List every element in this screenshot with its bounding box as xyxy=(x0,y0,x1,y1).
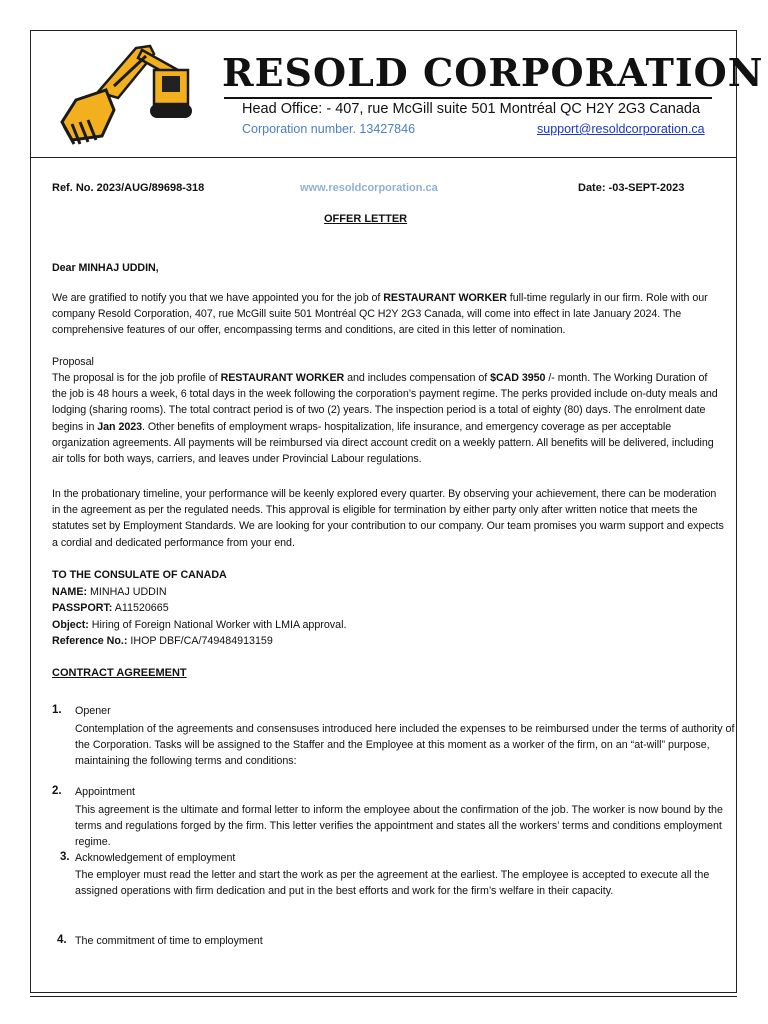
consulate-name-row: NAME: MINHAJ UDDIN xyxy=(52,585,167,598)
excavator-icon xyxy=(58,40,193,150)
intro-paragraph: We are gratified to notify you that we have appointed you for the job of RESTAURANT WORKER full-time regularly in our firm. Role with our company Resold Corporation, 407, rue McGill suite 501 Montréal QC H2Y 2G3 Canada, will come into effect in late January 2024. The comprehensive features of our offer, encompassing terms and conditions, are cited in this letter of nomination. xyxy=(52,292,708,337)
support-email-link[interactable]: support@resoldcorporation.ca xyxy=(537,122,705,136)
consulate-passport-row: PASSPORT: A11520665 xyxy=(52,602,169,614)
contract-item-number: 3. xyxy=(60,851,70,863)
contract-item-number: 1. xyxy=(52,704,62,716)
contract-item-number: 2. xyxy=(52,785,62,797)
company-name-underline xyxy=(224,97,712,99)
corporation-number: Corporation number. 13427846 xyxy=(242,122,416,136)
contract-item-number: 4. xyxy=(57,934,67,946)
probation-paragraph: In the probationary timeline, your performance will be keenly explored every quarter. By observing your achievement, there can be moderation in the agreement as per the regulated needs. This approval is eligible for termination by either party only after written notice that meets the statutes set by Employment Standards. We are looking for your contribution to our company. Our team promises you warm support and expects a cordial and dedicated performance from your end. xyxy=(52,488,724,549)
consulate-object-row: Object: Hiring of Foreign National Worker with LMIA approval. xyxy=(52,618,347,631)
contract-item-title: Opener xyxy=(75,705,111,717)
contract-item-body: The employer must read the letter and start the work as per the agreement at the earliest. The employee is accepted to execute all the assigned operations with firm dedication and put in the best efforts and work for the firm’s welfare in their capacity. xyxy=(75,869,710,898)
proposal-paragraph: The proposal is for the job profile of RESTAURANT WORKER and includes compensation of $CAD 3950 /- month. The Working Duration of the job is 48 hours a week, 6 total days in the week following the corporation’s payment regime. The perks provided include on-duty meals and lodging (sharing rooms). The total contract period is of two (2) years. The inspection period is a total of eighty (80) days. The enrolment date begins in Jan 2023. Other benefits of employment wraps- hospitalization, life insurance, and emergency coverage as per acceptable organization agreements. All payments will be reimbursed via direct account credit on a weekly pattern. All benefits will be delivered, including air tolls for both ways, carriers, and leaves under Provincial Labour regulations. xyxy=(52,372,718,466)
letter-date: Date: -03-SEPT-2023 xyxy=(578,182,685,194)
website-link[interactable]: www.resoldcorporation.ca xyxy=(300,182,438,194)
contract-item-body: This agreement is the ultimate and formal letter to inform the employee about the confirmation of the job. The worker is now bound by the terms and regulations forged by the firm. This letter verifies the appointment and states all the workers’ terms and conditions employment regime. xyxy=(75,804,723,849)
consulate-block xyxy=(52,567,346,650)
document-title: OFFER LETTER xyxy=(324,213,408,225)
salutation: Dear MINHAJ UDDIN, xyxy=(52,262,159,274)
contract-item-body: Contemplation of the agreements and consensuses introduced here included the expenses to be reimbursed under the terms of authority of the Corporation. Tasks will be assigned to the Staffer and the Employee at this moment as a worker of the firm, on an “at-will” purpose, maintaining the following terms and conditions: xyxy=(75,723,735,768)
contract-item-title: Acknowledgement of employment xyxy=(75,852,236,864)
head-office-address: Head Office: - 407, rue McGill suite 501 Montréal QC H2Y 2G3 Canada xyxy=(242,101,701,117)
proposal-heading: Proposal xyxy=(52,356,94,368)
contract-item-title: The commitment of time to employment xyxy=(75,935,263,947)
consulate-heading: TO THE CONSULATE OF CANADA xyxy=(52,569,227,581)
header-divider xyxy=(30,157,737,158)
consulate-reference-row: Reference No.: IHOP DBF/CA/749484913159 xyxy=(52,635,273,647)
contract-item-title: Appointment xyxy=(75,786,136,798)
reference-number: Ref. No. 2023/AUG/89698-318 xyxy=(52,182,205,194)
company-name: RESOLD CORPORATION xyxy=(222,50,764,95)
contract-heading: CONTRACT AGREEMENT xyxy=(52,667,187,679)
footer-divider xyxy=(30,996,737,997)
